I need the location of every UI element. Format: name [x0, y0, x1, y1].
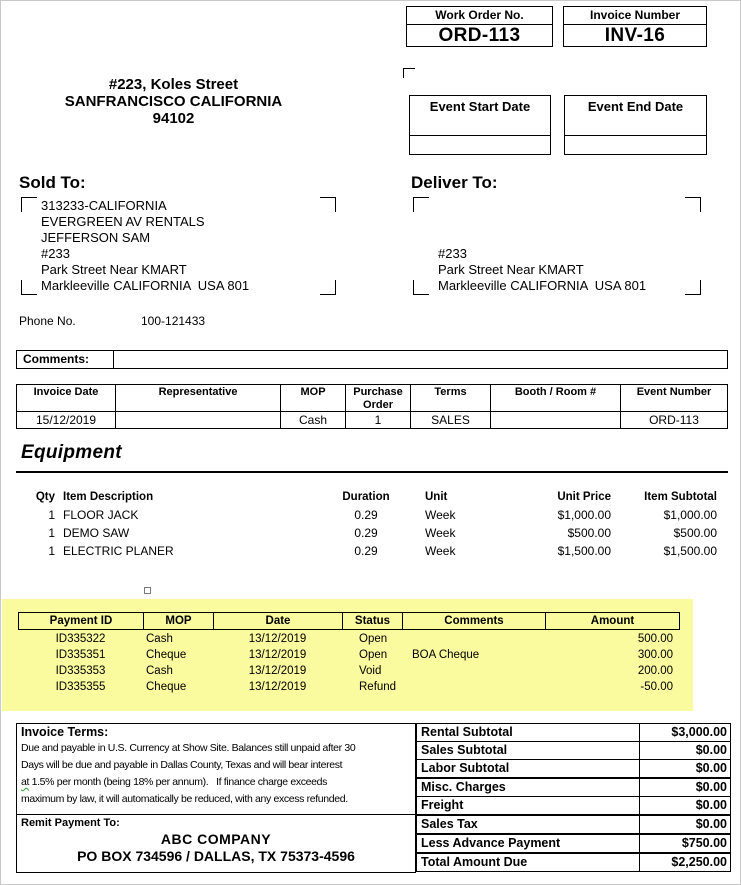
- spellcheck-word: at: [21, 776, 30, 788]
- order-info-header: Purchase Order: [346, 385, 411, 412]
- order-info-data-row: [17, 412, 727, 428]
- remit-company: ABC COMPANY: [160, 831, 272, 847]
- booth-room-value: [491, 412, 621, 428]
- event-number-value: ORD-113: [649, 413, 699, 427]
- payment-row: [18, 663, 680, 679]
- equipment-subtotal: $500.00: [673, 526, 717, 540]
- deliver-to-line: Markleeville CALIFORNIA USA 801: [438, 278, 647, 293]
- payments-table: [18, 631, 680, 695]
- corner-bracket: [320, 280, 336, 295]
- selection-handle[interactable]: [144, 587, 151, 594]
- payment-status: Refund: [359, 681, 397, 693]
- order-info-table: [16, 384, 728, 429]
- total-label: Sales Subtotal: [421, 743, 508, 757]
- corner-bracket: [685, 197, 701, 212]
- equipment-subtotal: $1,000.00: [663, 508, 717, 522]
- total-value: $0.00: [639, 760, 730, 777]
- company-address-line: #223, Koles Street: [108, 76, 239, 93]
- payments-header: Date: [214, 613, 343, 629]
- equipment-row: [16, 506, 728, 524]
- total-row: [417, 835, 730, 854]
- totals-table: [416, 723, 731, 872]
- equipment-description: DEMO SAW: [63, 526, 130, 540]
- total-value: $750.00: [639, 835, 730, 852]
- sold-to-line: Park Street Near KMART: [41, 262, 187, 277]
- event-start-date-box: [409, 95, 551, 155]
- comments-label: Comments:: [17, 351, 114, 368]
- remit-address: PO BOX 734596 / DALLAS, TX 75373-4596: [77, 848, 355, 864]
- equipment-description: ELECTRIC PLANER: [63, 544, 174, 558]
- total-row: [417, 760, 730, 779]
- remit-payment-label: Remit Payment To:: [21, 817, 120, 829]
- total-value: $0.00: [639, 797, 730, 814]
- equipment-duration: 0.29: [354, 526, 378, 540]
- invoice-number-label: Invoice Number: [564, 7, 706, 25]
- event-end-date-box: [564, 95, 707, 155]
- equipment-header: Unit Price: [557, 491, 611, 503]
- invoice-terms-line: Due and payable in U.S. Currency at Show Site. Balances still unpaid after 30: [21, 742, 356, 754]
- total-label: Total Amount Due: [421, 855, 528, 869]
- corner-bracket: [685, 280, 701, 295]
- event-start-date-label: Event Start Date: [410, 96, 550, 136]
- payment-status: Open: [359, 649, 388, 661]
- payment-amount: 300.00: [637, 649, 673, 661]
- payments-header: MOP: [144, 613, 214, 629]
- representative-value: [116, 412, 281, 428]
- phone-value: 100-121433: [141, 314, 206, 328]
- sold-to-line: 313233-CALIFORNIA: [41, 198, 167, 213]
- payment-comments: [402, 679, 545, 695]
- total-row: [417, 779, 730, 797]
- remit-payment-section: [17, 815, 415, 865]
- total-label: Misc. Charges: [421, 780, 506, 794]
- equipment-header-row: [16, 488, 728, 506]
- sold-to-line: JEFFERSON SAM: [41, 230, 151, 245]
- deliver-to-line: Park Street Near KMART: [438, 262, 584, 277]
- total-row: [417, 742, 730, 760]
- equipment-description: FLOOR JACK: [63, 508, 139, 522]
- invoice-terms-line: maximum by law, it will automatically be reduced, with any excess refunded.: [21, 793, 348, 805]
- payment-date: 13/12/2019: [248, 681, 307, 693]
- payment-comments: [402, 663, 545, 679]
- invoice-terms-line: Days will be due and payable in Dallas County, Texas and will bear interest: [21, 759, 343, 771]
- sold-to-line: Markleeville CALIFORNIA USA 801: [41, 278, 250, 293]
- invoice-date-value: 15/12/2019: [17, 412, 116, 428]
- payment-row: [18, 631, 680, 647]
- total-label: Sales Tax: [421, 817, 478, 831]
- order-info-header: Terms: [411, 385, 491, 412]
- sold-to-line: #233: [41, 246, 70, 261]
- equipment-unit: Week: [425, 508, 456, 522]
- order-info-header: Representative: [116, 385, 281, 412]
- equipment-duration: 0.29: [354, 544, 378, 558]
- payments-header: Amount: [590, 615, 635, 627]
- total-value: $3,000.00: [639, 724, 730, 741]
- equipment-unit-price: $1,000.00: [557, 508, 611, 522]
- equipment-unit-price: $500.00: [567, 526, 611, 540]
- total-value: $0.00: [639, 816, 730, 833]
- payment-row: [18, 647, 680, 663]
- event-start-date-value: [410, 136, 550, 153]
- corner-bracket: [403, 68, 415, 78]
- total-label: Freight: [421, 798, 464, 812]
- comments-value: [114, 351, 727, 368]
- payments-header-row: [18, 612, 680, 630]
- payment-comments: [402, 631, 545, 647]
- invoice-terms-box: [16, 723, 416, 873]
- total-row: [417, 854, 730, 871]
- order-info-header: Invoice Date: [17, 385, 116, 412]
- deliver-to-heading: Deliver To:: [411, 173, 498, 192]
- payment-date: 13/12/2019: [248, 665, 307, 677]
- comments-box: [16, 350, 728, 369]
- sold-to-line: EVERGREEN AV RENTALS: [41, 214, 205, 229]
- equipment-duration: 0.29: [354, 508, 378, 522]
- payment-mop: Cheque: [146, 681, 187, 693]
- payment-amount: -50.00: [640, 681, 673, 693]
- payment-mop: Cash: [146, 665, 173, 677]
- payment-id: ID335353: [55, 665, 106, 677]
- company-address-line: 94102: [152, 110, 195, 127]
- total-row: [417, 816, 730, 835]
- mop-value: Cash: [281, 412, 346, 428]
- payment-mop: Cheque: [146, 649, 187, 661]
- equipment-header: Qty: [35, 491, 55, 503]
- order-info-header: Booth / Room #: [491, 385, 621, 412]
- deliver-to-line: [438, 230, 646, 246]
- total-label: Less Advance Payment: [421, 836, 561, 850]
- corner-bracket: [21, 280, 37, 295]
- company-address: [31, 76, 316, 127]
- deliver-to-line: #233: [438, 246, 467, 261]
- equipment-unit: Week: [425, 526, 456, 540]
- corner-bracket: [413, 280, 429, 295]
- event-end-date-label: Event End Date: [565, 96, 706, 136]
- work-order-label: Work Order No.: [407, 7, 552, 25]
- equipment-qty: 1: [48, 544, 55, 558]
- total-label: Labor Subtotal: [421, 761, 510, 775]
- corner-bracket: [413, 197, 429, 212]
- payment-id: ID335351: [55, 649, 106, 661]
- equipment-subtotal: $1,500.00: [663, 544, 717, 558]
- payment-amount: 200.00: [637, 665, 673, 677]
- equipment-header: Item Description: [63, 491, 154, 503]
- total-value: $0.00: [639, 742, 730, 759]
- payment-id: ID335322: [55, 633, 106, 645]
- payment-id: ID335355: [55, 681, 106, 693]
- equipment-unit: Week: [425, 544, 456, 558]
- invoice-number-box: [563, 6, 707, 47]
- sold-to-address: [21, 197, 336, 295]
- work-order-value: ORD-113: [438, 25, 521, 46]
- work-order-box: [406, 6, 553, 47]
- corner-bracket: [21, 197, 37, 212]
- terms-value: SALES: [411, 412, 491, 428]
- equipment-header: Unit: [425, 491, 448, 503]
- equipment-qty: 1: [48, 526, 55, 540]
- payments-header: Comments: [403, 613, 546, 629]
- payment-comments: BOA Cheque: [412, 649, 480, 661]
- invoice-number-value: INV-16: [604, 25, 666, 46]
- equipment-qty: 1: [48, 508, 55, 522]
- payments-header: Status: [343, 613, 403, 629]
- payment-status: Open: [359, 633, 388, 645]
- sold-to-heading: Sold To:: [19, 173, 86, 192]
- phone-label: Phone No.: [19, 314, 76, 328]
- payment-date: 13/12/2019: [248, 633, 307, 645]
- equipment-row: [16, 524, 728, 542]
- invoice-terms-line-rest: 1.5% per month (being 18% per annum). If finance charge exceeds: [29, 776, 327, 788]
- equipment-header: Item Subtotal: [644, 491, 717, 503]
- invoice-terms-section: [17, 724, 415, 815]
- equipment-rule: [16, 471, 728, 473]
- payment-row: [18, 679, 680, 695]
- invoice-terms-line: [21, 774, 411, 791]
- equipment-heading: Equipment: [21, 442, 122, 463]
- equipment-row: [16, 542, 728, 560]
- deliver-to-line: [438, 198, 646, 214]
- invoice-terms-heading: Invoice Terms:: [21, 725, 109, 739]
- order-info-header: MOP: [281, 385, 346, 412]
- payments-header: Payment ID: [19, 613, 144, 629]
- deliver-to-address: [413, 197, 701, 295]
- total-row: [417, 724, 730, 742]
- order-info-header-row: [17, 385, 727, 412]
- total-label: Rental Subtotal: [421, 725, 513, 739]
- payment-amount: 500.00: [637, 633, 673, 645]
- total-value: $2,250.00: [639, 854, 730, 871]
- purchase-order-value: 1: [346, 412, 411, 428]
- total-value: $0.00: [639, 779, 730, 796]
- equipment-table: [16, 488, 728, 560]
- payment-status: Void: [359, 665, 382, 677]
- equipment-unit-price: $1,500.00: [557, 544, 611, 558]
- payment-mop: Cash: [146, 633, 173, 645]
- event-end-date-value: [565, 136, 706, 153]
- corner-bracket: [320, 197, 336, 212]
- order-info-header: Event Number: [621, 385, 727, 412]
- payment-date: 13/12/2019: [248, 649, 307, 661]
- equipment-header: Duration: [342, 491, 390, 503]
- deliver-to-line: [438, 214, 646, 230]
- total-row: [417, 797, 730, 816]
- company-address-line: SANFRANCISCO CALIFORNIA: [64, 93, 283, 110]
